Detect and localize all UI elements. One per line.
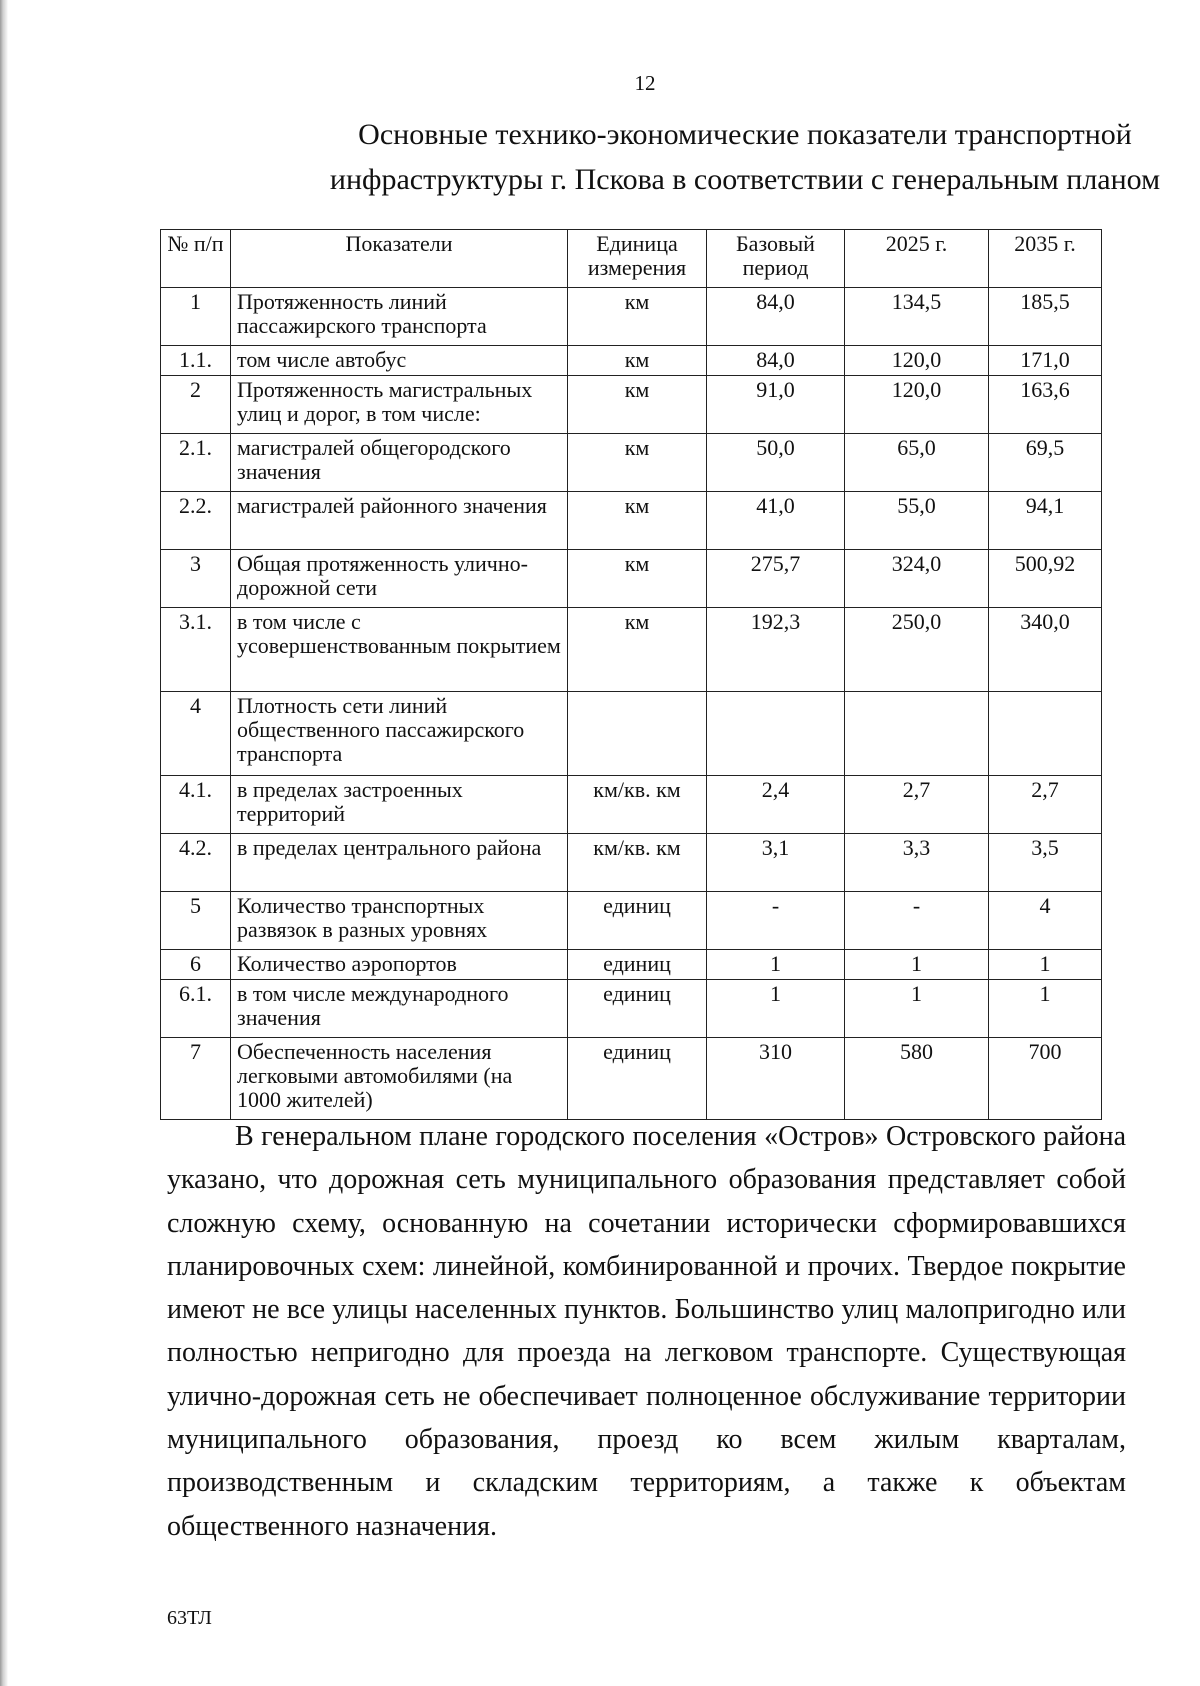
title-line-1: Основные технико-экономические показатели транспортной — [358, 118, 1132, 151]
cell-num: 6.1. — [161, 980, 231, 1038]
header-unit: Единица измерения — [568, 230, 707, 288]
table-row — [161, 1038, 1102, 1120]
cell-indicator: Протяженность линий пассажирского транспорта — [231, 288, 568, 346]
table-row — [161, 492, 1102, 550]
cell-num: 5 — [161, 892, 231, 950]
cell-base: 84,0 — [707, 288, 845, 346]
table-row — [161, 376, 1102, 434]
cell-2035: 2,7 — [989, 776, 1102, 834]
footer-code: 63ТЛ — [167, 1607, 212, 1629]
table-row — [161, 608, 1102, 692]
cell-unit: км — [568, 434, 707, 492]
cell-unit: км — [568, 376, 707, 434]
cell-num: 4.1. — [161, 776, 231, 834]
cell-indicator: Плотность сети линий общественного пассажирского транспорта — [231, 692, 568, 776]
cell-unit: единиц — [568, 950, 707, 980]
cell-base: 91,0 — [707, 376, 845, 434]
indicators-table — [160, 229, 1102, 1120]
cell-indicator: Общая протяженность улично-дорожной сети — [231, 550, 568, 608]
cell-base: 1 — [707, 980, 845, 1038]
cell-unit: единиц — [568, 892, 707, 950]
cell-2025: 250,0 — [845, 608, 989, 692]
table-row — [161, 980, 1102, 1038]
cell-2025: - — [845, 892, 989, 950]
title-line-2: инфраструктуры г. Пскова в соответствии с генеральным планом — [329, 163, 1161, 196]
cell-base: 192,3 — [707, 608, 845, 692]
cell-2035: 340,0 — [989, 608, 1102, 692]
cell-2035: 1 — [989, 950, 1102, 980]
cell-num: 2 — [161, 376, 231, 434]
cell-2025: 2,7 — [845, 776, 989, 834]
cell-2035: 1 — [989, 980, 1102, 1038]
cell-indicator: в пределах центрального района — [231, 834, 568, 892]
cell-base: 2,4 — [707, 776, 845, 834]
cell-indicator: в том числе с усовершенствованным покрытием — [231, 608, 568, 692]
cell-2025: 1 — [845, 980, 989, 1038]
header-num: № п/п — [161, 230, 231, 288]
cell-2025: 324,0 — [845, 550, 989, 608]
cell-indicator: магистралей общегородского значения — [231, 434, 568, 492]
cell-base: 1 — [707, 950, 845, 980]
cell-2025: 120,0 — [845, 376, 989, 434]
cell-unit: км — [568, 288, 707, 346]
cell-2025: 55,0 — [845, 492, 989, 550]
body-paragraph: В генеральном плане городского поселения «Остров» Островского района указано, что дорожная сеть муниципального образования представляет собой сложную схему, основанную на сочетании исторически сформировавшихся планировочных схем: линейной, комбинированной и прочих. Твердое покрытие имеют не все улицы населенных пунктов. Большинство улиц малопригодно или полностью непригодно для проезда на легковом транспорте. Существующая улично-дорожная сеть не обеспечивает полноценное обслуживание территории муниципального образования, проезд ко всем жилым кварталам, производственным и складским территориям, а также к объектам общественного назначения. — [167, 1121, 1126, 1542]
page-title — [200, 112, 1200, 202]
table-row — [161, 692, 1102, 776]
cell-base: - — [707, 892, 845, 950]
scan-edge — [0, 0, 8, 1686]
cell-2025: 134,5 — [845, 288, 989, 346]
cell-2025: 1 — [845, 950, 989, 980]
cell-2035: 700 — [989, 1038, 1102, 1120]
cell-2035 — [989, 692, 1102, 776]
table-row — [161, 346, 1102, 376]
cell-base: 41,0 — [707, 492, 845, 550]
cell-num: 4.2. — [161, 834, 231, 892]
cell-indicator: Количество аэропортов — [231, 950, 568, 980]
table-row — [161, 950, 1102, 980]
cell-2025: 580 — [845, 1038, 989, 1120]
cell-2035: 185,5 — [989, 288, 1102, 346]
cell-unit: км — [568, 550, 707, 608]
cell-unit: единиц — [568, 1038, 707, 1120]
cell-num: 2.2. — [161, 492, 231, 550]
cell-unit: км — [568, 346, 707, 376]
cell-unit: единиц — [568, 980, 707, 1038]
cell-num: 2.1. — [161, 434, 231, 492]
cell-2025 — [845, 692, 989, 776]
page-number: 12 — [634, 71, 656, 95]
header-indicator: Показатели — [231, 230, 568, 288]
cell-base: 3,1 — [707, 834, 845, 892]
cell-base: 84,0 — [707, 346, 845, 376]
cell-num: 3 — [161, 550, 231, 608]
cell-num: 1 — [161, 288, 231, 346]
cell-num: 1.1. — [161, 346, 231, 376]
cell-indicator: магистралей районного значения — [231, 492, 568, 550]
cell-2025: 120,0 — [845, 346, 989, 376]
cell-indicator: Протяженность магистральных улиц и дорог, в том числе: — [231, 376, 568, 434]
header-2035: 2035 г. — [989, 230, 1102, 288]
cell-base: 50,0 — [707, 434, 845, 492]
header-2025: 2025 г. — [845, 230, 989, 288]
cell-num: 3.1. — [161, 608, 231, 692]
cell-unit: км/кв. км — [568, 834, 707, 892]
table-header-row — [161, 230, 1102, 288]
cell-num: 4 — [161, 692, 231, 776]
table-row — [161, 550, 1102, 608]
cell-base: 310 — [707, 1038, 845, 1120]
cell-2035: 3,5 — [989, 834, 1102, 892]
cell-indicator: том числе автобус — [231, 346, 568, 376]
cell-unit: км/кв. км — [568, 776, 707, 834]
table-row — [161, 434, 1102, 492]
cell-num: 7 — [161, 1038, 231, 1120]
header-base: Базовый период — [707, 230, 845, 288]
cell-2035: 4 — [989, 892, 1102, 950]
cell-2035: 163,6 — [989, 376, 1102, 434]
cell-2035: 94,1 — [989, 492, 1102, 550]
table-row — [161, 834, 1102, 892]
cell-2035: 69,5 — [989, 434, 1102, 492]
table-row — [161, 892, 1102, 950]
cell-unit: км — [568, 608, 707, 692]
cell-2035: 171,0 — [989, 346, 1102, 376]
cell-indicator: в том числе международного значения — [231, 980, 568, 1038]
cell-indicator: Обеспеченность населения легковыми автомобилями (на 1000 жителей) — [231, 1038, 568, 1120]
table-row — [161, 776, 1102, 834]
table-row — [161, 288, 1102, 346]
cell-2025: 65,0 — [845, 434, 989, 492]
cell-base: 275,7 — [707, 550, 845, 608]
cell-indicator: Количество транспортных развязок в разных уровнях — [231, 892, 568, 950]
cell-base — [707, 692, 845, 776]
cell-2035: 500,92 — [989, 550, 1102, 608]
cell-2025: 3,3 — [845, 834, 989, 892]
cell-num: 6 — [161, 950, 231, 980]
cell-unit: км — [568, 492, 707, 550]
cell-indicator: в пределах застроенных территорий — [231, 776, 568, 834]
cell-unit — [568, 692, 707, 776]
